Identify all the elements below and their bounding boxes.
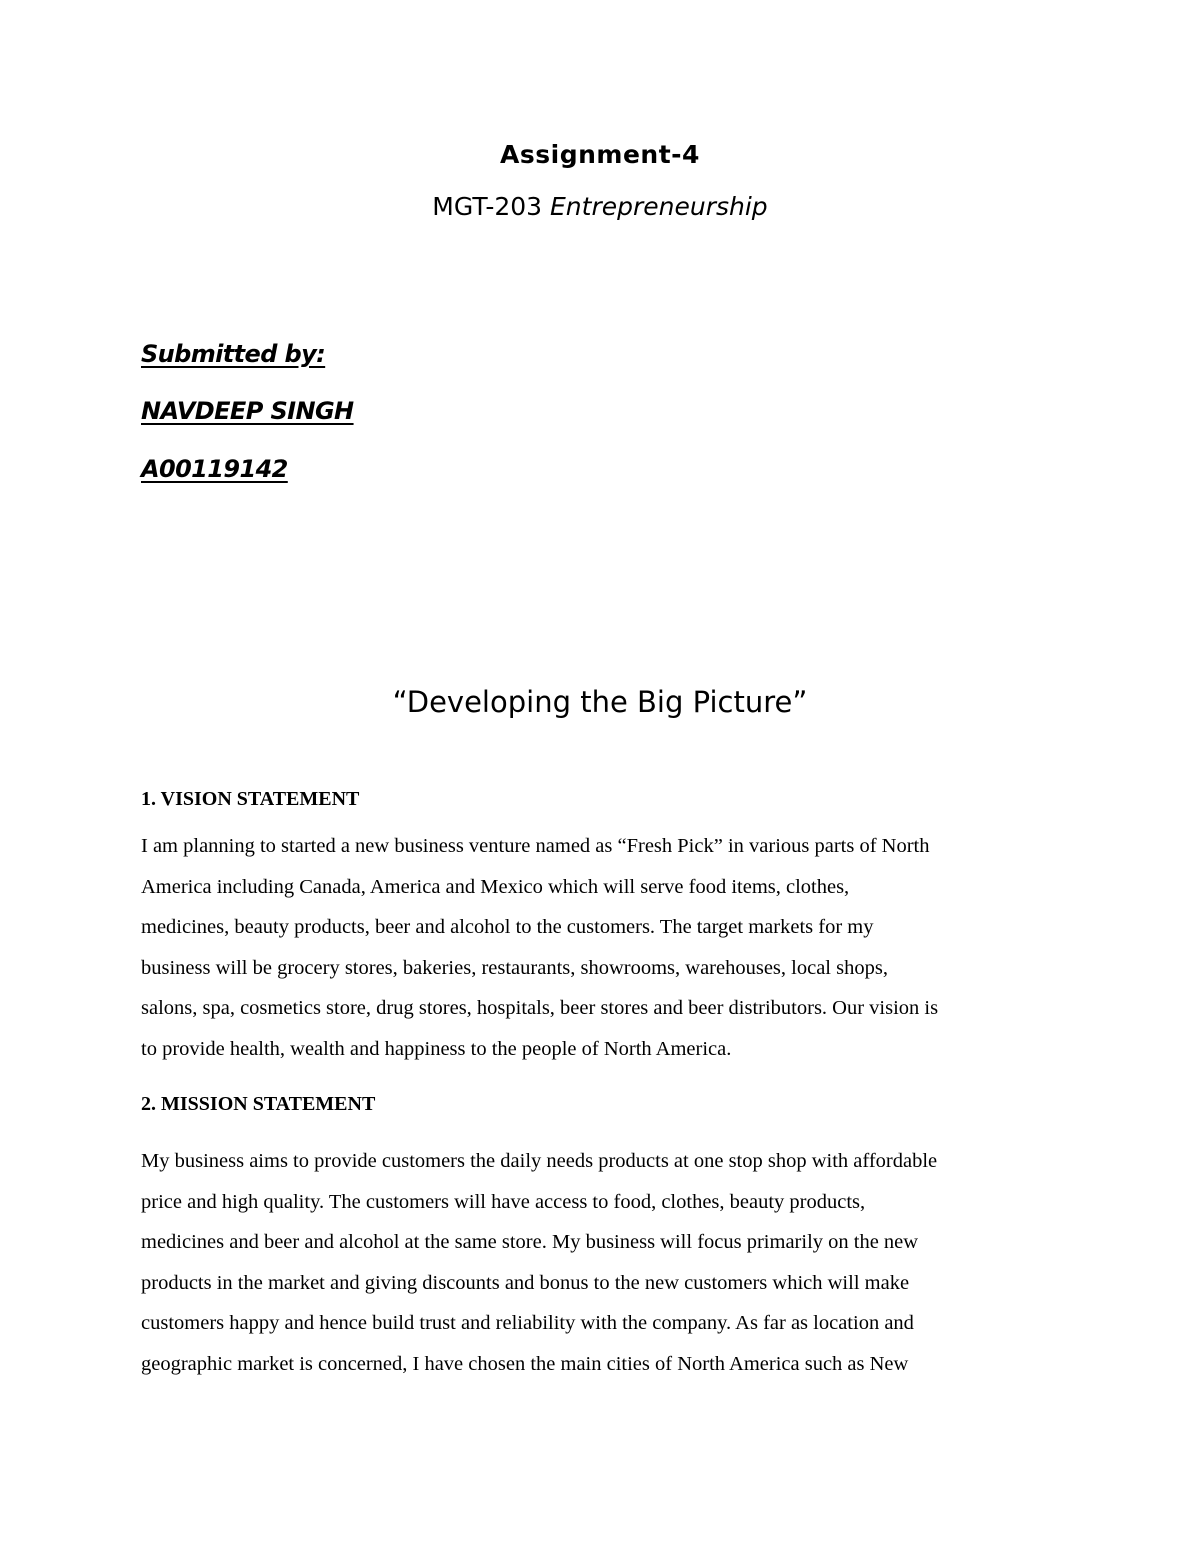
paragraph-line: I am planning to started a new business venture named as “Fresh Pick” in various parts of North <box>141 835 930 857</box>
paragraph-line: America including Canada, America and Mexico which will serve food items, clothes, <box>141 875 850 898</box>
vision-heading: 1. VISION STATEMENT <box>141 788 360 810</box>
assignment-title: Assignment-4 <box>500 140 700 169</box>
student-name: NAVDEEP SINGH <box>141 397 354 425</box>
paragraph-line: medicines, beauty products, beer and alcohol to the customers. The target markets for my <box>141 916 874 938</box>
mission-heading: 2. MISSION STATEMENT <box>141 1093 376 1115</box>
paragraph-line: business will be grocery stores, bakeries, restaurants, showrooms, warehouses, local shops, <box>141 956 888 979</box>
paragraph-line: to provide health, wealth and happiness to the people of North America. <box>141 1037 732 1060</box>
mission-paragraph <box>141 1141 1071 1384</box>
submitted-by-label: Submitted by: <box>141 340 326 368</box>
course-code: MGT-203 <box>432 192 551 221</box>
paragraph-line: price and high quality. The customers will have access to food, clothes, beauty products, <box>141 1190 866 1213</box>
paragraph-line: customers happy and hence build trust and reliability with the company. As far as location and <box>141 1312 914 1334</box>
student-id: A00119142 <box>141 455 288 483</box>
main-title: “Developing the Big Picture” <box>392 685 808 719</box>
paragraph-line: My business aims to provide customers the daily needs products at one stop shop with affordable <box>141 1150 938 1172</box>
paragraph-line: products in the market and giving discounts and bonus to the new customers which will make <box>141 1271 910 1294</box>
paragraph-line: geographic market is concerned, I have chosen the main cities of North America such as New <box>141 1352 909 1375</box>
course-name: Entrepreneurship <box>550 192 768 221</box>
course-line <box>0 192 1200 221</box>
paragraph-line: medicines and beer and alcohol at the same store. My business will focus primarily on the new <box>141 1231 919 1253</box>
paragraph-line: salons, spa, cosmetics store, drug stores, hospitals, beer stores and beer distributors. Our vision is <box>141 997 939 1019</box>
vision-paragraph <box>141 826 1071 1069</box>
